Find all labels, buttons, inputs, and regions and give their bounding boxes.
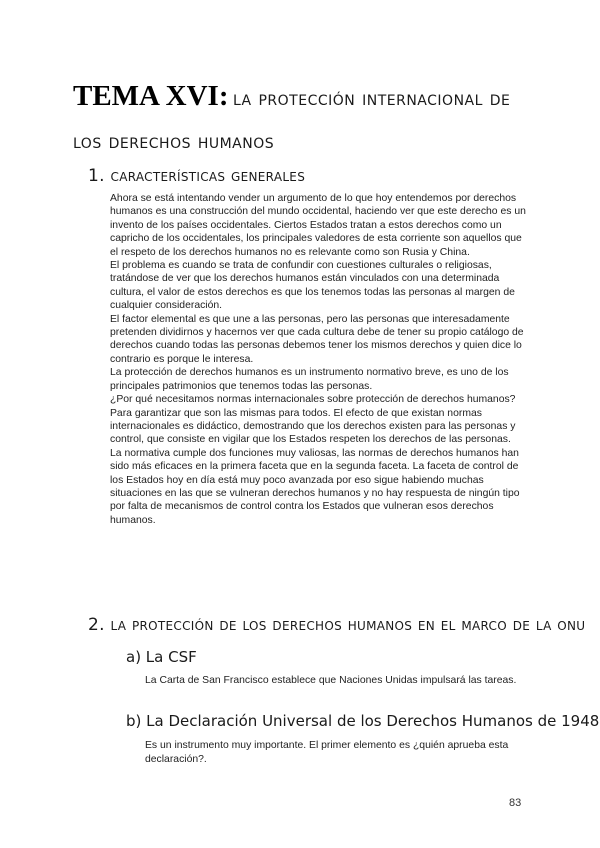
paragraph: El problema es cuando se trata de confundir con cuestiones culturales o religiosas, tratándose de ver que los derechos humanos están vinculados con una determinada cultura, el valor de estos derechos es que los tenemos todas las personas al margen de cualquier consideración.	[110, 260, 515, 312]
subsection-b-body	[145, 739, 525, 767]
title-rest: la protección internacional de los derechos humanos	[73, 86, 511, 153]
section-1-body	[110, 192, 528, 527]
subsection-a-heading: a) La CSF	[126, 648, 197, 666]
paragraph: El factor elemental es que une a las personas, pero las personas que interesadamente pretenden dividirnos y hacernos ver que cada cultura debe de tener su propio catálogo de derechos cuando todas las personas debemos tener los mismos derechos y quien dice lo contrario es porque le interesa.	[110, 313, 524, 365]
subsection-b-heading: b) La Declaración Universal de los Derechos Humanos de 1948	[126, 712, 600, 730]
paragraph: Para garantizar que son las mismas para todos. El efecto de que existan normas internacionales es didáctico, demostrando que los derechos existen para las personas y control, que consiste en vigilar que los Estados respeten los derechos de las personas.	[110, 407, 516, 446]
page-number: 83	[509, 797, 522, 809]
paragraph: La normativa cumple dos funciones muy valiosas, las normas de derechos humanos han sido más eficaces en la primera faceta que en la segunda faceta. La faceta de control de los Estados hoy en día está muy poco avanzada por eso sigue habiendo muchas situaciones en las que se vulneran derechos humanos y no hay respuesta de ningún tipo por falta de mecanismos de control contra los Estados que vulneran esos derechos humanos.	[110, 447, 520, 526]
title-bold: TEMA XVI:	[73, 80, 229, 112]
paragraph: La Carta de San Francisco establece que Naciones Unidas impulsará las tareas.	[145, 675, 517, 686]
paragraph: La protección de derechos humanos es un instrumento normativo breve, es uno de los principales patrimonios que tenemos todas las personas.	[110, 367, 509, 392]
paragraph: Es un instrumento muy importante. El primer elemento es ¿quién aprueba esta declaración?.	[145, 740, 509, 765]
subsection-a-body	[145, 674, 525, 688]
section-1-heading: 1. características generales	[88, 166, 306, 186]
paragraph: Ahora se está intentando vender un argumento de lo que hoy entendemos por derechos humanos es una construcción del mundo occidental, haciendo ver que este derecho es un invento de los países occidentales. Ciertos Estados tratan a estos derechos como un capricho de los occidentales, los principales valedores de esta corriente son aquellos que el respeto de los derechos humanos no es relevante como son Rusia y China.	[110, 193, 526, 258]
paragraph: ¿Por qué necesitamos normas internacionales sobre protección de derechos humanos?	[110, 394, 516, 406]
section-2-heading: 2. la protección de los derechos humanos en el marco de la onu	[88, 615, 586, 635]
page-title	[73, 76, 533, 164]
